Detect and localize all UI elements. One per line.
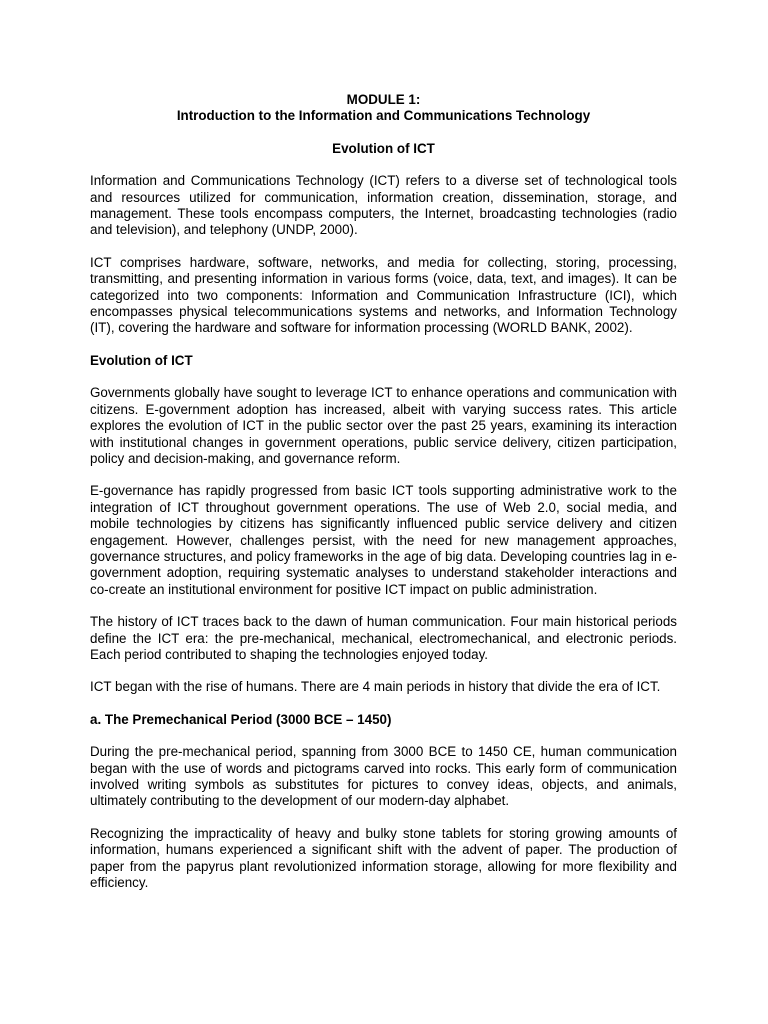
paragraph-governments: Governments globally have sought to leverage ICT to enhance operations and communication with citizens. E-government adoption has increased, albeit with varying success rates. This article explores the evolution of ICT in the public sector over the past 25 years, examining its interaction with institutional changes in government operations, public service delivery, citizen participation, policy and decision-making, and governance reform. (90, 385, 677, 466)
heading-evolution-centered: Evolution of ICT (332, 140, 435, 156)
document-page (90, 92, 677, 891)
paragraph-premechanical-period: During the pre-mechanical period, spanning from 3000 BCE to 1450 CE, human communication began with the use of words and pictograms carved into rocks. This early form of communication involved writing symbols as substitutes for pictures to convey ideas, objects, and animals, ultimately contributing to the development of our modern-day alphabet. (90, 744, 677, 809)
paragraph-history: The history of ICT traces back to the dawn of human communication. Four main historical periods define the ICT era: the pre-mechanical, mechanical, electromechanical, and electronic periods. Each period contributed to shaping the technologies enjoyed today. (90, 614, 677, 662)
paragraph-paper: Recognizing the impracticality of heavy and bulky stone tablets for storing growing amounts of information, humans experienced a significant shift with the advent of paper. The production of paper from the papyrus plant revolutionized information storage, allowing for more flexibility and efficiency. (90, 825, 677, 891)
paragraph-e-governance: E-governance has rapidly progressed from basic ICT tools supporting administrative work to the integration of ICT throughout government operations. The use of Web 2.0, social media, and mobile technologies by citizens has significantly influenced public service delivery and citizen engagement. However, challenges persist, with the need for new management approaches, governance structures, and policy frameworks in the age of big data. Developing countries lag in e-government adoption, requiring systematic analyses to understand stakeholder interactions and co-create an institutional environment for positive ICT impact on public administration. (90, 483, 677, 597)
paragraph-ict-definition: Information and Communications Technology (ICT) refers to a diverse set of technological tools and resources utilized for communication, information creation, dissemination, storage, and management. These tools encompass computers, the Internet, broadcasting technologies (radio and television), and telephony (UNDP, 2000). (90, 173, 677, 238)
paragraph-ict-began: ICT began with the rise of humans. There are 4 main periods in history that divide the era of ICT. (90, 679, 661, 695)
paragraph-ict-components: ICT comprises hardware, software, networks, and media for collecting, storing, processing, transmitting, and presenting information in various forms (voice, data, text, and images). It can be categorized into two components: Information and Communication Infrastructure (ICI), which encompasses physical telecommunications systems and networks, and Information Technology (IT), covering the hardware and software for information processing (WORLD BANK, 2002). (90, 254, 677, 336)
heading-premechanical: a. The Premechanical Period (3000 BCE – 1450) (90, 711, 392, 727)
heading-evolution: Evolution of ICT (90, 352, 193, 368)
module-label: MODULE 1: (346, 92, 421, 107)
module-title: Introduction to the Information and Communications Technology (176, 108, 591, 124)
